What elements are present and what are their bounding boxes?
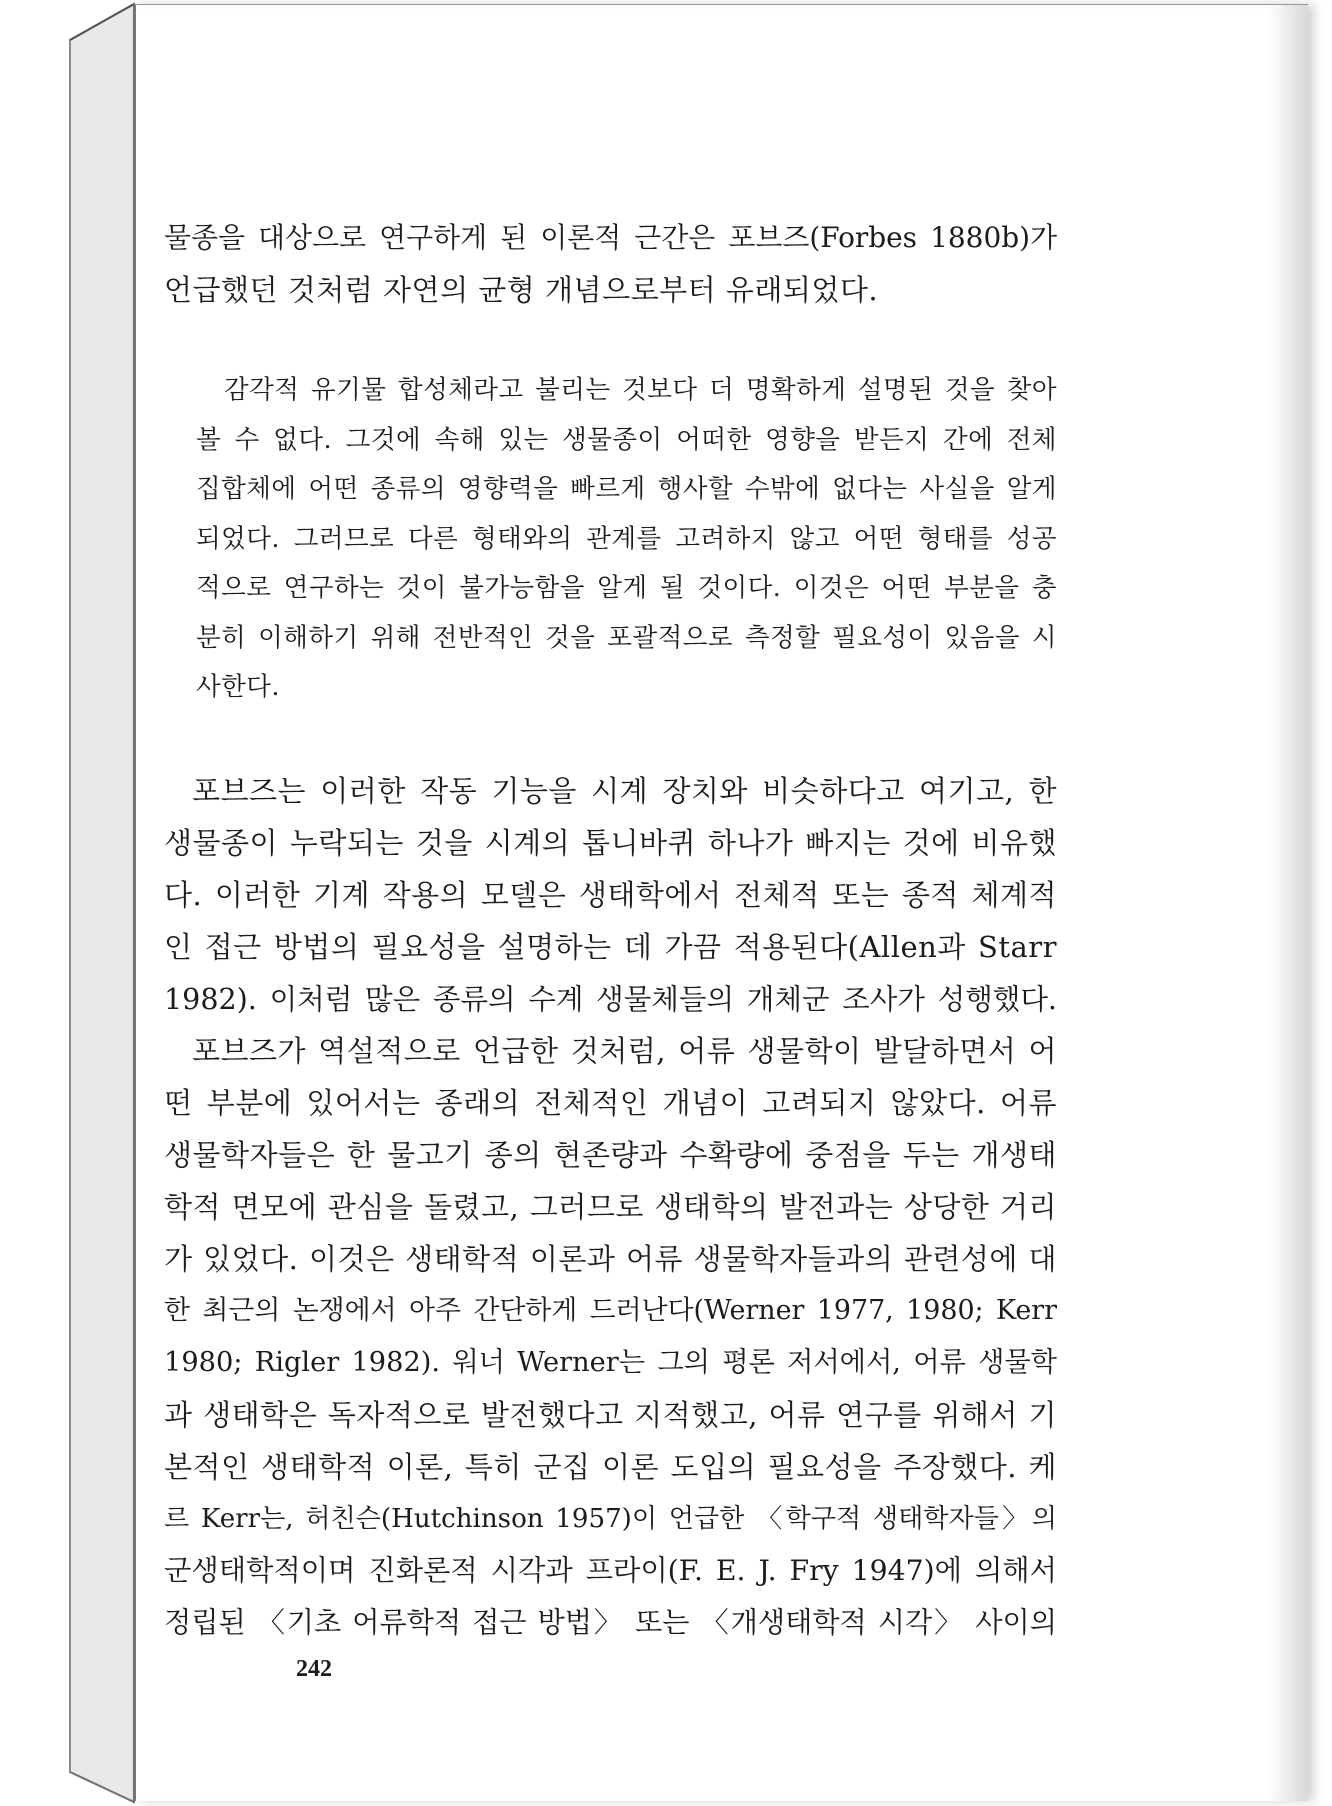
text-line: 포브즈는 이러한 작동 기능을 시계 장치와 비슷하다고 여기고, 한 xyxy=(192,773,1057,808)
text-line: 1980; Rigler 1982). 워너 Werner는 그의 평론 저서에서, 어류 생물학 xyxy=(164,1346,1057,1378)
text-line: 다. 이러한 기계 작용의 모델은 생태학에서 전체적 또는 종적 체계적 xyxy=(164,877,1057,912)
text-line: 포브즈가 역설적으로 언급한 것처럼, 어류 생물학이 발달하면서 어 xyxy=(192,1033,1057,1068)
text-line: 과 생태학은 독자적으로 발전했다고 지적했고, 어류 연구를 위해서 기 xyxy=(164,1397,1057,1432)
text-line: 가 있었다. 이것은 생태학적 이론과 어류 생물학자들과의 관련성에 대 xyxy=(164,1241,1057,1276)
text-line: 떤 부분에 있어서는 종래의 전체적인 개념이 고려되지 않았다. 어류 xyxy=(164,1085,1057,1120)
text-line: 군생태학적이며 진화론적 시각과 프라이(F. E. J. Fry 1947)에 의해서 xyxy=(164,1553,1057,1587)
paragraph-three xyxy=(164,1025,1057,1649)
text-line: 본적인 생태학적 이론, 특히 군집 이론 도입의 필요성을 주장했다. 케 xyxy=(164,1449,1057,1484)
page-stack-side xyxy=(70,4,134,1802)
paragraph-two xyxy=(164,765,1057,1025)
text-line: 르 Kerr는, 허친슨(Hutchinson 1957)이 언급한 〈학구적 생태학자들〉의 xyxy=(164,1503,1057,1534)
page-right-shadow xyxy=(1268,5,1308,1801)
opening-paragraph xyxy=(164,212,1057,316)
text-line: 분히 이해하기 위해 전반적인 것을 포괄적으로 측정할 필요성이 있음을 시 xyxy=(196,622,1057,653)
text-line: 생물학자들은 한 물고기 종의 현존량과 수확량에 중점을 두는 개생태 xyxy=(164,1137,1057,1172)
text-line: 적으로 연구하는 것이 불가능함을 알게 될 것이다. 이것은 어떤 부분을 충 xyxy=(196,573,1057,603)
text-line: 한 최근의 논쟁에서 아주 간단하게 드러난다(Werner 1977, 1980; Kerr xyxy=(164,1294,1057,1326)
text-line: 학적 면모에 관심을 돌렸고, 그러므로 생태학의 발전과는 상당한 거리 xyxy=(164,1189,1057,1224)
page-content xyxy=(164,212,1057,1649)
text-line: 집합체에 어떤 종류의 영향력을 빠르게 행사할 수밖에 없다는 사실을 알게 xyxy=(196,474,1057,504)
text-line: 생물종이 누락되는 것을 시계의 톱니바퀴 하나가 빠지는 것에 비유했 xyxy=(164,825,1057,860)
text-line: 인 접근 방법의 필요성을 설명하는 데 가끔 적용된다(Allen과 Starr xyxy=(164,929,1057,964)
text-line: 정립된 〈기초 어류학적 접근 방법〉 또는 〈개생태학적 시각〉 사이의 xyxy=(164,1605,1057,1639)
text-line: 언급했던 것처럼 자연의 균형 개념으로부터 유래되었다. xyxy=(164,273,879,307)
page-number: 242 xyxy=(296,1656,332,1682)
text-line: 사한다. xyxy=(196,672,281,702)
text-line: 물종을 대상으로 연구하게 된 이론적 근간은 포브즈(Forbes 1880b)가 xyxy=(164,221,1057,254)
text-line: 볼 수 없다. 그것에 속해 있는 생물종이 어떠한 영향을 받든지 간에 전체 xyxy=(196,424,1057,455)
block-quote xyxy=(196,366,1057,713)
text-line: 감각적 유기물 합성체라고 불리는 것보다 더 명확하게 설명된 것을 찾아 xyxy=(224,375,1057,405)
text-line: 1982). 이처럼 많은 종류의 수계 생물체들의 개체군 조사가 성행했다. xyxy=(164,981,1057,1016)
text-line: 되었다. 그러므로 다른 형태와의 관계를 고려하지 않고 어떤 형태를 성공 xyxy=(196,523,1057,554)
